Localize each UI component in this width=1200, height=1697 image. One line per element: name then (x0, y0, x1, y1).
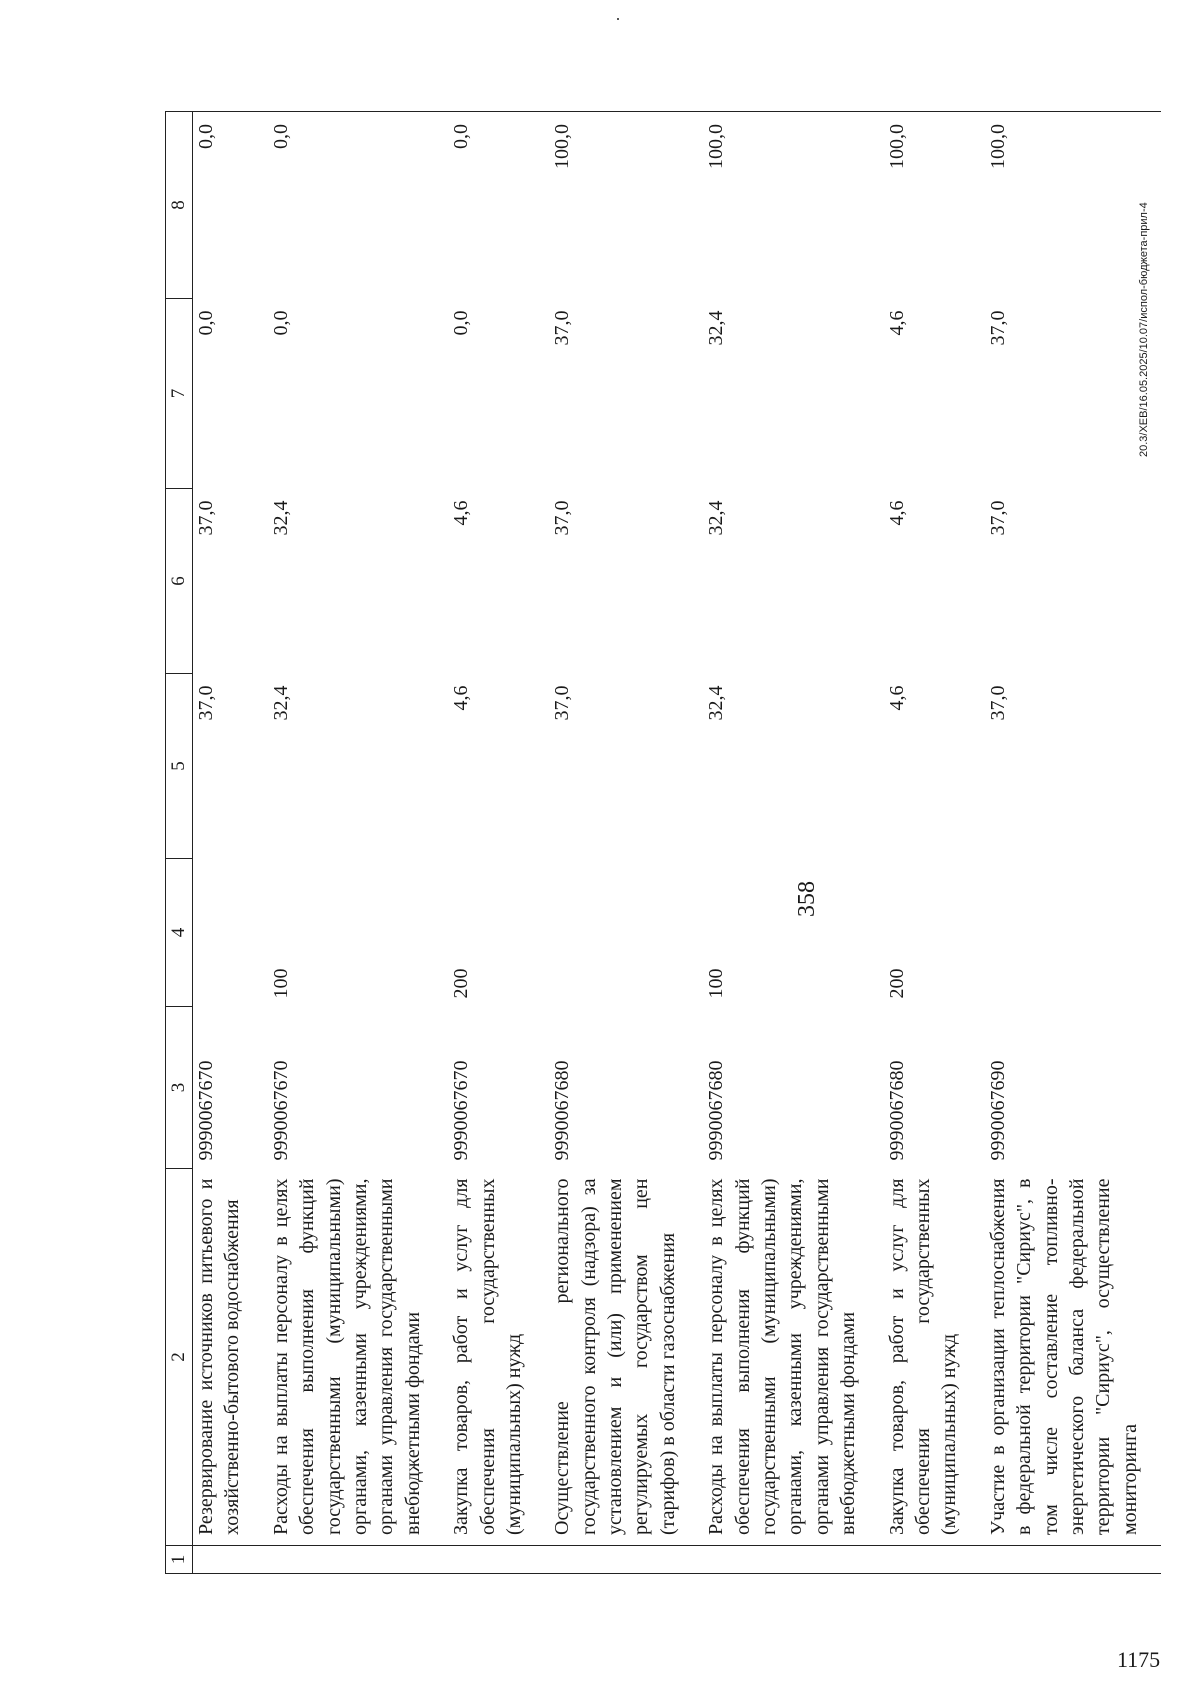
expense-type-cell (981, 859, 1161, 1007)
value-cell-col6: 32,4 (269, 500, 292, 536)
description-cell: Расходы на выплаты персоналу в целях обеспечения выполнения функций государственными (муниципальными) органами, казенными учреждениями, органами управления государственными внебюджетными фондами (705, 1178, 860, 1535)
row-number-cell (264, 1546, 444, 1574)
budget-table (165, 111, 1161, 1574)
value-cell-col5: 37,0 (551, 685, 574, 721)
value-cell-col8: 100,0 (981, 112, 1161, 299)
table-header-row (166, 112, 193, 1574)
value-cell-col5: 32,4 (705, 685, 728, 721)
code-cell: 9990067680 (551, 1060, 574, 1161)
description-cell: Закупка товаров, работ и услуг для обеспечения государственных (муниципальных) нужд (450, 1178, 525, 1535)
expense-type-cell: 200 (885, 968, 908, 999)
code-cell: 9990067680 (885, 1060, 908, 1161)
row-number-cell (981, 1546, 1161, 1574)
expense-type-cell: 100 (705, 968, 728, 999)
code-cell: 9990067670 (269, 1060, 292, 1161)
row-number-cell (444, 1546, 545, 1574)
expense-type-cell: 200 (450, 968, 473, 999)
column-number-5: 5 (166, 674, 193, 859)
table-row (981, 112, 1161, 1574)
description-cell: Закупка товаров, работ и услуг для обеспечения государственных (муниципальных) нужд (885, 1178, 961, 1535)
column-number-4: 4 (166, 859, 193, 1007)
column-number-8: 8 (166, 112, 193, 299)
value-cell-col5: 4,6 (885, 685, 908, 711)
expense-type-cell (193, 859, 264, 1007)
sheet-number: 1175 (1117, 1647, 1161, 1672)
description-cell: Расходы на выплаты персоналу в целях обеспечения выполнения функций государственными (муниципальными) органами, казенными учреждениями, органами управления государственными внебюджетными фондами (269, 1178, 424, 1535)
table-row (545, 112, 699, 1574)
expense-type-cell: 100 (269, 968, 292, 999)
value-cell-col7: 0,0 (450, 310, 473, 336)
value-cell-col7: 37,0 (986, 310, 1009, 346)
value-cell-col7: 37,0 (551, 310, 574, 346)
column-number-3: 3 (166, 1007, 193, 1169)
value-cell-col5: 32,4 (269, 685, 292, 721)
column-number-7: 7 (166, 299, 193, 489)
table-row (193, 112, 264, 1574)
value-cell-col8: 0,0 (264, 112, 444, 299)
row-number-cell (193, 1546, 264, 1574)
row-number-cell (545, 1546, 699, 1574)
value-cell-col7: 4,6 (885, 310, 908, 336)
table-row (880, 112, 981, 1574)
column-number-1: 1 (166, 1546, 193, 1574)
description-cell: Осуществление регионального государственного контроля (надзора) за установлением и (или) применением регулируемых государством цен (тарифов) в области газоснабжения (551, 1178, 679, 1535)
value-cell-col6: 4,6 (450, 500, 473, 526)
value-cell-col8: 0,0 (444, 112, 545, 299)
value-cell-col6: 37,0 (551, 500, 574, 536)
column-number-2: 2 (166, 1169, 193, 1546)
value-cell-col8: 100,0 (880, 112, 981, 299)
row-number-cell (699, 1546, 879, 1574)
value-cell-col7: 0,0 (195, 310, 217, 336)
description-cell: Резервирование источников питьевого и хозяйственно-бытового водоснабжения (195, 1178, 244, 1535)
code-cell: 9990067690 (986, 1060, 1009, 1161)
expense-type-cell (545, 859, 699, 1007)
table-row (264, 112, 444, 1574)
value-cell-col6: 37,0 (986, 500, 1009, 536)
document-footer-code: 20.3/ХЕВ/16.05.2025/10.07/испол-бюджета-прил-4 (1138, 202, 1150, 457)
page-number: 358 (794, 881, 820, 917)
value-cell-col5: 4,6 (450, 685, 473, 711)
value-cell-col6: 32,4 (705, 500, 728, 536)
value-cell-col7: 0,0 (269, 310, 292, 336)
value-cell-col8: 100,0 (545, 112, 699, 299)
code-cell: 9990067680 (705, 1060, 728, 1161)
value-cell-col6: 4,6 (885, 500, 908, 526)
description-cell: Участие в организации теплоснабжения в федеральной территории "Сириус", в том числе составление топливно-энергетического баланса федеральной территории "Сириус", осуществление мониторинга (986, 1178, 1141, 1535)
code-cell: 9990067670 (195, 1060, 217, 1161)
value-cell-col8: 100,0 (699, 112, 879, 299)
table-row (444, 112, 545, 1574)
value-cell-col5: 37,0 (986, 685, 1009, 721)
value-cell-col7: 32,4 (705, 310, 728, 346)
code-cell: 9990067670 (450, 1060, 473, 1161)
row-number-cell (880, 1546, 981, 1574)
value-cell-col5: 37,0 (195, 685, 217, 721)
column-number-6: 6 (166, 489, 193, 674)
table-row (699, 112, 879, 1574)
value-cell-col8: 0,0 (193, 112, 264, 299)
value-cell-col6: 37,0 (195, 500, 217, 536)
